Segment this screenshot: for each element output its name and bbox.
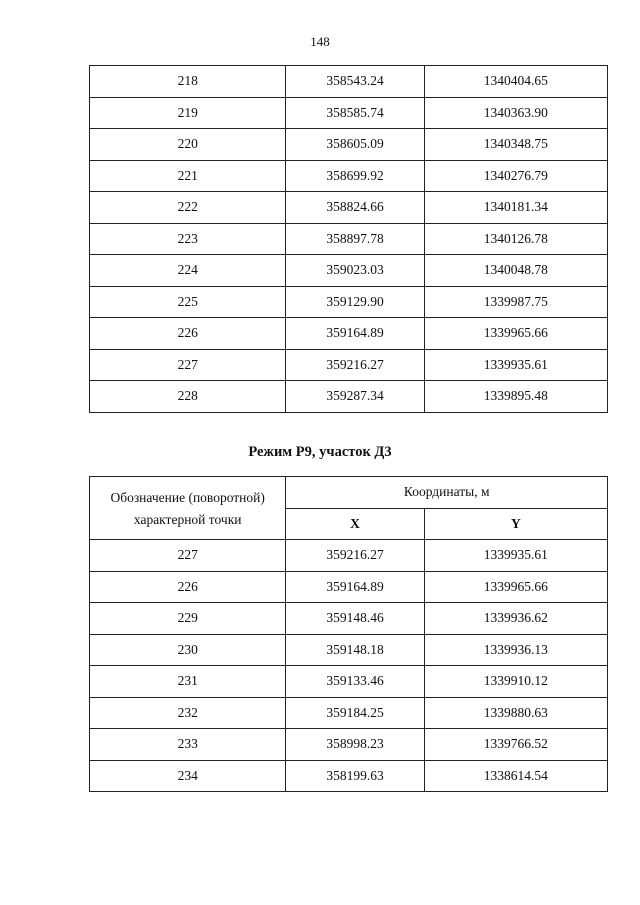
- table-row: [90, 760, 608, 792]
- point-id-cell: 226: [90, 318, 286, 350]
- header-coordinates: Координаты, м: [286, 477, 608, 509]
- x-coordinate-cell: 358699.92: [286, 160, 424, 192]
- table-row: [90, 318, 608, 350]
- x-coordinate-cell: 359023.03: [286, 255, 424, 287]
- x-coordinate-cell: 358897.78: [286, 223, 424, 255]
- table-row: [90, 97, 608, 129]
- x-coordinate-cell: 358543.24: [286, 66, 424, 98]
- y-coordinate-cell: 1339987.75: [424, 286, 607, 318]
- point-id-cell: 221: [90, 160, 286, 192]
- section-title: Режим Р9, участок Д3: [248, 444, 392, 460]
- table-row: [90, 349, 608, 381]
- y-coordinate-cell: 1340404.65: [424, 66, 607, 98]
- point-id-cell: 233: [90, 729, 286, 761]
- header-x: X: [286, 508, 424, 540]
- y-coordinate-cell: 1339965.66: [424, 571, 607, 603]
- x-coordinate-cell: 358824.66: [286, 192, 424, 224]
- table2-body: [90, 540, 608, 792]
- header-point-designation: [90, 477, 286, 540]
- x-coordinate-cell: 359164.89: [286, 318, 424, 350]
- x-coordinate-cell: 358605.09: [286, 129, 424, 161]
- y-coordinate-cell: 1339936.62: [424, 603, 607, 635]
- point-id-cell: 224: [90, 255, 286, 287]
- x-coordinate-cell: 359129.90: [286, 286, 424, 318]
- x-coordinate-cell: 358998.23: [286, 729, 424, 761]
- y-coordinate-cell: 1340048.78: [424, 255, 607, 287]
- coordinates-table-d3: [89, 476, 608, 792]
- point-id-cell: 225: [90, 286, 286, 318]
- table-row: [90, 697, 608, 729]
- y-coordinate-cell: 1339936.13: [424, 634, 607, 666]
- point-id-cell: 231: [90, 666, 286, 698]
- x-coordinate-cell: 359287.34: [286, 381, 424, 413]
- x-coordinate-cell: 359133.46: [286, 666, 424, 698]
- point-id-cell: 219: [90, 97, 286, 129]
- x-coordinate-cell: 359216.27: [286, 349, 424, 381]
- table-row: [90, 603, 608, 635]
- x-coordinate-cell: 359164.89: [286, 571, 424, 603]
- table-row: [90, 540, 608, 572]
- x-coordinate-cell: 359184.25: [286, 697, 424, 729]
- x-coordinate-cell: 358199.63: [286, 760, 424, 792]
- y-coordinate-cell: 1339895.48: [424, 381, 607, 413]
- point-id-cell: 226: [90, 571, 286, 603]
- x-coordinate-cell: 359148.18: [286, 634, 424, 666]
- y-coordinate-cell: 1339910.12: [424, 666, 607, 698]
- page-number: 148: [310, 34, 330, 49]
- y-coordinate-cell: 1339880.63: [424, 697, 607, 729]
- header-point-line1: Обозначение (поворотной): [110, 490, 265, 505]
- y-coordinate-cell: 1339935.61: [424, 349, 607, 381]
- table-row: [90, 571, 608, 603]
- table-row: [90, 129, 608, 161]
- table-row: [90, 66, 608, 98]
- header-y: Y: [424, 508, 607, 540]
- y-coordinate-cell: 1339935.61: [424, 540, 607, 572]
- point-id-cell: 227: [90, 349, 286, 381]
- x-coordinate-cell: 359148.46: [286, 603, 424, 635]
- header-point-line2: характерной точки: [133, 512, 242, 527]
- table-row: [90, 729, 608, 761]
- y-coordinate-cell: 1339965.66: [424, 318, 607, 350]
- y-coordinate-cell: 1340363.90: [424, 97, 607, 129]
- y-coordinate-cell: 1339766.52: [424, 729, 607, 761]
- y-coordinate-cell: 1340126.78: [424, 223, 607, 255]
- table-row: [90, 192, 608, 224]
- table-row: [90, 286, 608, 318]
- point-id-cell: 223: [90, 223, 286, 255]
- point-id-cell: 232: [90, 697, 286, 729]
- point-id-cell: 230: [90, 634, 286, 666]
- table-row: [90, 223, 608, 255]
- x-coordinate-cell: 359216.27: [286, 540, 424, 572]
- x-coordinate-cell: 358585.74: [286, 97, 424, 129]
- point-id-cell: 229: [90, 603, 286, 635]
- table-row: [90, 634, 608, 666]
- point-id-cell: 227: [90, 540, 286, 572]
- point-id-cell: 222: [90, 192, 286, 224]
- point-id-cell: 220: [90, 129, 286, 161]
- point-id-cell: 228: [90, 381, 286, 413]
- table-row: [90, 160, 608, 192]
- y-coordinate-cell: 1340181.34: [424, 192, 607, 224]
- table-row: [90, 666, 608, 698]
- table1-body: [90, 66, 608, 413]
- point-id-cell: 218: [90, 66, 286, 98]
- y-coordinate-cell: 1338614.54: [424, 760, 607, 792]
- table-row: [90, 381, 608, 413]
- table-row: [90, 255, 608, 287]
- y-coordinate-cell: 1340348.75: [424, 129, 607, 161]
- coordinates-table-continued: [89, 65, 608, 413]
- point-id-cell: 234: [90, 760, 286, 792]
- y-coordinate-cell: 1340276.79: [424, 160, 607, 192]
